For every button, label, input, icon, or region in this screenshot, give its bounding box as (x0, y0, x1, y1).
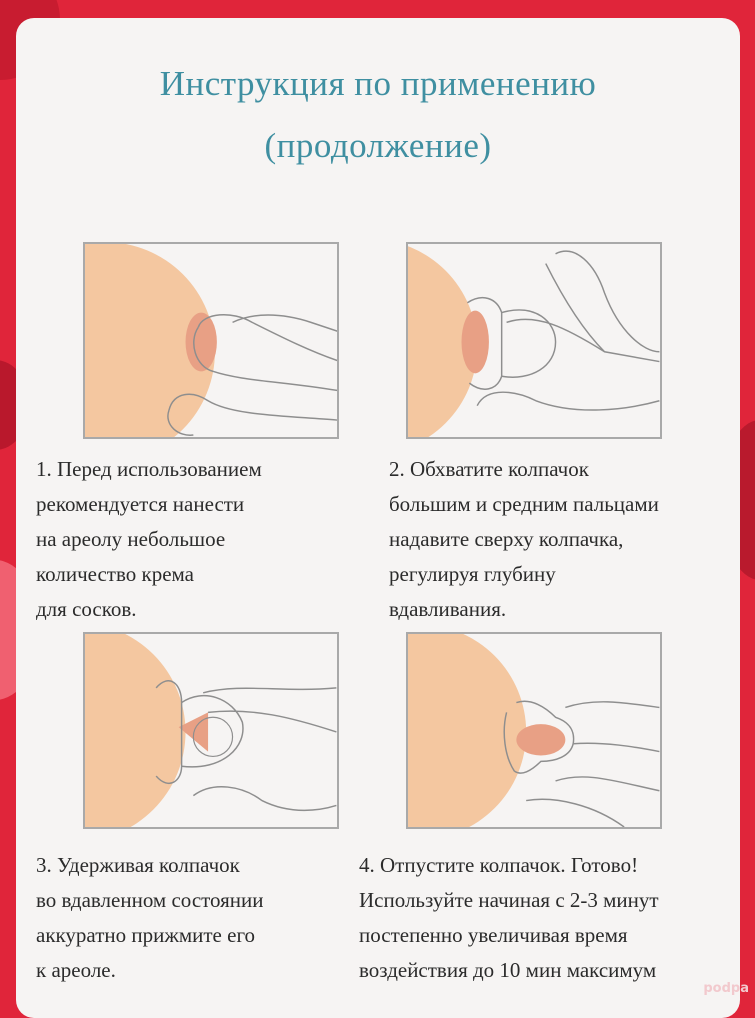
step-3-illustration (83, 632, 339, 829)
step-1-illustration (83, 242, 339, 439)
watermark: podpa (703, 981, 749, 996)
release-corrector-icon (408, 634, 660, 827)
step-2-text: 2. Обхватите колпачок большим и средним пальцами надавите сверху колпачка, регулируя глубину вдавливания. (389, 457, 659, 621)
cream-on-areola-icon (85, 244, 337, 437)
step-4-text: 4. Отпустите колпачок. Готово! Используйте начиная с 2-3 минут постепенно увеличивая время воздействия до 10 мин максимум (359, 853, 659, 982)
step-4-illustration (406, 632, 662, 829)
press-corrector-icon (85, 634, 337, 827)
instruction-card (16, 18, 740, 1018)
page-subtitle: (продолжение) (264, 126, 492, 165)
grip-nipple-corrector-icon (408, 244, 660, 437)
step-1-text: 1. Перед использованием рекомендуется нанести на ареолу небольшое количество крема для сосков. (36, 457, 262, 621)
page-title: Инструкция по применению (159, 64, 597, 103)
step-3-text: 3. Удерживая колпачок во вдавленном состоянии аккуратно прижмите его к ареоле. (36, 853, 264, 982)
step-2-illustration (406, 242, 662, 439)
